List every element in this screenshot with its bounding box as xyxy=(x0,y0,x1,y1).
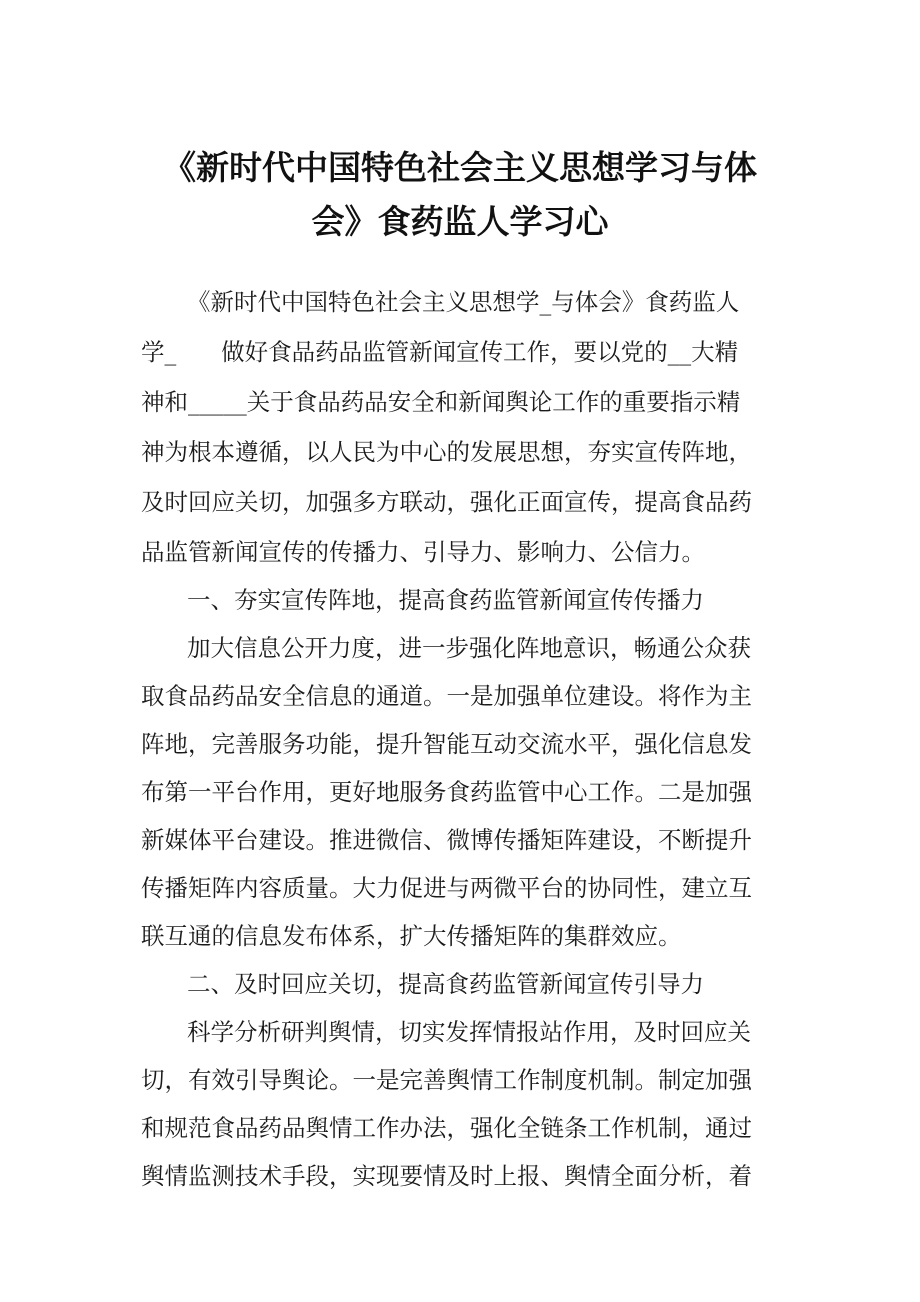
body-line: 神为根本遵循，以人民为中心的发展思想，夯实宣传阵地， xyxy=(141,438,752,466)
body-line: 和规范食品药品舆情工作办法，强化全链条工作机制，通过 xyxy=(141,1114,752,1142)
body-line: 及时回应关切，加强多方联动，强化正面宣传，提高食品药 xyxy=(141,488,752,516)
body-line: 品监管新闻宣传的传播力、引导力、影响力、公信力。 xyxy=(141,538,705,566)
body-line: 传播矩阵内容质量。大力促进与两微平台的协同性，建立互 xyxy=(141,874,752,902)
section-heading: 一、夯实宣传阵地，提高食药监管新闻宣传传播力 xyxy=(187,586,704,614)
body-line: 舆情监测技术手段，实现要情及时上报、舆情全面分析，着 xyxy=(141,1162,752,1190)
document-title-line-2: 会》食药监人学习心 xyxy=(311,202,609,241)
body-line: 切，有效引导舆论。一是完善舆情工作制度机制。制定加强 xyxy=(141,1066,752,1094)
body-line: 布第一平台作用，更好地服务食药监管中心工作。二是加强 xyxy=(141,778,752,806)
body-line: 《新时代中国特色社会主义思想学_与体会》食药监人 xyxy=(187,288,740,316)
body-line: 学_ 做好食品药品监管新闻宣传工作，要以党的__大精 xyxy=(141,338,739,366)
body-line: 科学分析研判舆情，切实发挥情报站作用，及时回应关 xyxy=(187,1018,751,1046)
body-line: 新媒体平台建设。推进微信、微博传播矩阵建设，不断提升 xyxy=(141,826,752,854)
body-line: 联互通的信息发布体系，扩大传播矩阵的集群效应。 xyxy=(141,922,682,950)
section-heading: 二、及时回应关切，提高食药监管新闻宣传引导力 xyxy=(187,970,704,998)
document-title-line-1: 《新时代中国特色社会主义思想学习与体 xyxy=(163,148,757,187)
body-line: 阵地，完善服务功能，提升智能互动交流水平，强化信息发 xyxy=(141,730,752,758)
body-line: 神和_____关于食品药品安全和新闻舆论工作的重要指示精 xyxy=(141,388,741,416)
body-line: 取食品药品安全信息的通道。一是加强单位建设。将作为主 xyxy=(141,682,752,710)
body-line: 加大信息公开力度，进一步强化阵地意识，畅通公众获 xyxy=(187,634,751,662)
